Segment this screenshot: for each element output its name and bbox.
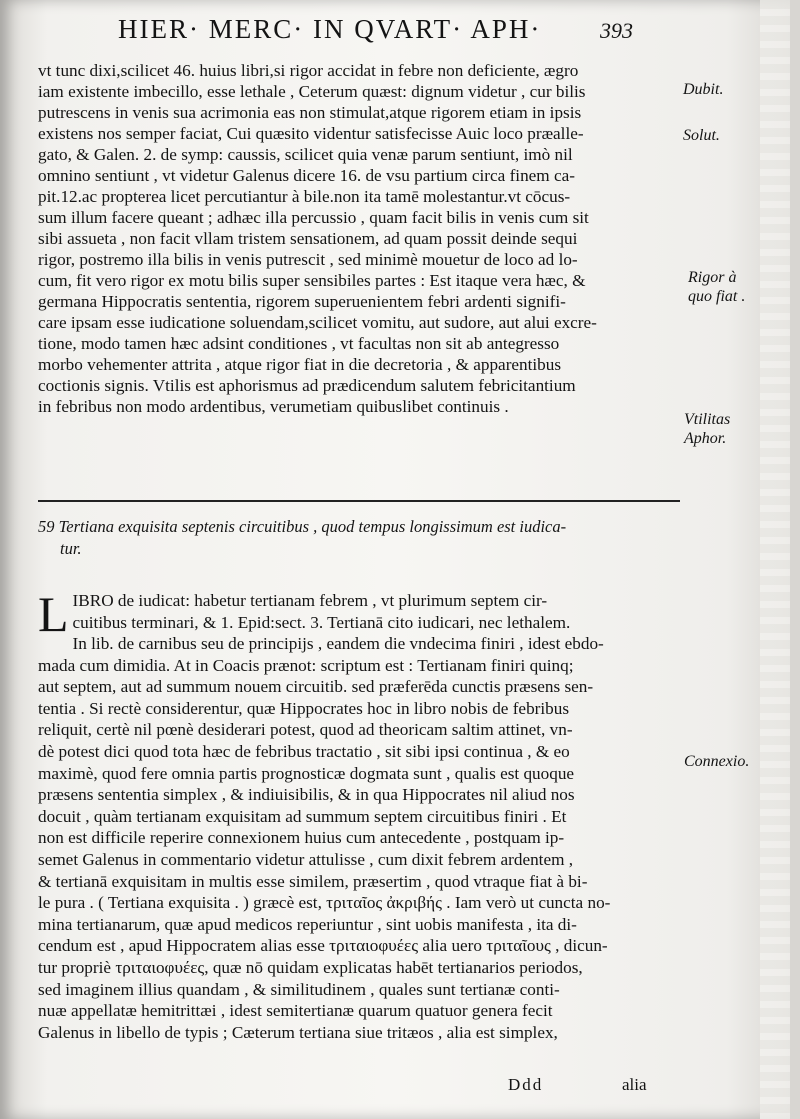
aphorism-line: tur. <box>60 539 82 558</box>
text-line: care ipsam esse iudicatione soluendam,scilicet vomitu, aut sudore, aut alui excre- <box>38 313 597 332</box>
text-line: aut septem, aut ad summum nouem circuitib. sed præferēda cunctis præsens sen- <box>38 677 594 697</box>
running-head: HIER· MERC· IN QVART· APH· <box>118 14 542 44</box>
text-line: germana Hippocratis sententia, rigorem superuenientem febri ardenti signifi- <box>38 292 566 311</box>
text-line: rigor, postremo illa bilis in venis putrescit , sed minimè mouetur de loco ad lo- <box>38 250 578 269</box>
margin-note-dubit: Dubit. <box>683 81 724 98</box>
margin-note-connexio: Connexio. <box>684 753 750 770</box>
text-line <box>38 1043 678 1065</box>
text-line: mada cum dimidia. At in Coacis prænot: scriptum est : Tertianam finiri quinq; <box>38 655 574 675</box>
text-line: vt tunc dixi,scilicet 46. huius libri,si rigor accidat in febre non deficiente, ægro <box>38 61 579 80</box>
section-divider <box>38 500 680 502</box>
text-line: & tertianā exquisitam in multis esse similem, præsertim , quod vtraque fiat à bi- <box>38 871 588 891</box>
text-line: tur propriè τριταιοφυέες, quæ nō quidam explicatas habēt tertianarios periodos, <box>38 957 583 977</box>
text-line: In lib. de carnibus seu de principijs , eandem die vndecima finiri , idest ebdo- <box>72 634 604 653</box>
text-line: præsens sententia simplex , & indiuisibilis, & in qua Hippocrates nil aliud nos <box>38 785 575 805</box>
text-line: pit.12.ac propterea licet percutiantur à bile.non ita tamē molestantur.vt cōcus- <box>38 187 571 206</box>
text-line: Galenus in libello de typis ; Cæterum tertiana siue tritæos , alia est simplex, <box>38 1022 558 1042</box>
text-line: le pura . ( Tertiana exquisita . ) græcè est, τριταῖος ἀκριβής . Iam verò ut cuncta no- <box>38 893 611 913</box>
text-line: gato, & Galen. 2. de symp: caussis, scilicet quia venæ parum sentiunt, imò nil <box>38 145 573 164</box>
opening-lines <box>38 586 678 642</box>
text-line: omnino sentiunt , vt videtur Galenus dicere 16. de vsu partium circa finem ca- <box>38 166 575 185</box>
margin-note-solut: Solut. <box>683 127 720 144</box>
text-line: cuitibus terminari, & 1. Epid:sect. 3. Tertianā cito iudicari, nec lethalem. <box>72 613 571 632</box>
text-line: existens nos semper faciat, Cui quæsito videntur satisfecisse Auic loco præalle- <box>38 124 584 143</box>
text-line: putrescens in venis sua acrimonia eas non stimulat,atque rigorem etiam in ipsis <box>38 103 582 122</box>
margin-note-line: Aphor. <box>684 430 727 447</box>
text-line: mina tertianarum, quæ apud medicos reperiuntur , sint uobis manifesta , ita di- <box>38 914 577 934</box>
text-line: dè potest dici quod tota hæc de febribus tractatio , sit sibi ipsi continua , & eo <box>38 741 570 761</box>
aphorism-heading <box>38 516 678 560</box>
text-line: tentia . Si rectè considerentur, quæ Hippocrates hoc in libro nobis de febribus <box>38 698 570 718</box>
text-line: sed imaginem illius quandam , & similitudinem , quales sunt tertianæ conti- <box>38 979 560 999</box>
commentary-paragraph-1 <box>38 60 678 417</box>
text-line: tione, modo tamen hæc adsint conditiones , vt facultas non sit ab antegresso <box>38 334 560 353</box>
commentary-paragraph-2 <box>38 586 678 1065</box>
text-line: docuit , quàm tertianam exquisitam ad summum septem circuitibus finiri . Et <box>38 806 567 826</box>
text-line: reliquit, certè nil pœnè desiderari potest, quod ad theoricam saltim attinet, vn- <box>38 720 573 740</box>
text-line: non est difficile reperire connexionem huius cum antecedente , postquam ip- <box>38 828 565 848</box>
page-edge <box>760 0 790 1119</box>
margin-note-line: quo fiat . <box>688 288 746 305</box>
text-line: cum, fit vero rigor ex motu bilis super sensibiles partes : Est itaque vera hæc, & <box>38 271 586 290</box>
margin-note-line: Rigor à <box>688 269 737 286</box>
signature-mark: Ddd <box>508 1075 544 1094</box>
text-line: maximè, quod fere omnia partis prognosticæ dogmata sunt , qualis est quoque <box>38 763 575 783</box>
drop-cap: L <box>38 586 69 642</box>
text-line: cendum est , apud Hippocratem alias esse τριταιοφυέες alia uero τριταῖους , dicun- <box>38 936 608 956</box>
margin-note-line: Vtilitas <box>684 411 731 428</box>
aphorism-line: 59 Tertiana exquisita septenis circuitibus , quod tempus longissimum est iudica- <box>38 517 567 536</box>
catchword: alia <box>622 1075 647 1094</box>
margin-note-rigor <box>688 268 745 306</box>
text-line: sum illum facere queant ; adhæc illa percussio , quam facit bilis in venis cum sit <box>38 208 589 227</box>
text-line: IBRO de iudicat: habetur tertianam febrem , vt plurimum septem cir- <box>72 591 548 610</box>
text-line: in febribus non modo ardentibus, verumetiam quibuslibet continuis . <box>38 397 509 416</box>
page-number: 393 <box>600 18 633 43</box>
text-line: sibi assueta , non facit vllam tristem sensationem, ad quam possit deinde sequi <box>38 229 578 248</box>
text-line: morbo vehementer attrita , atque rigor fiat in die decretoria , & apparentibus <box>38 355 562 374</box>
text-line: iam existente imbecillo, esse lethale , Ceterum quæst: dignum videtur , cur bilis <box>38 82 586 101</box>
text-line: nuæ appellatæ hemitrittæi , idest semitertianæ quarum quatuor genera fecit <box>38 1001 553 1021</box>
text-line: semet Galenus in commentario videtur attulisse , cum dixit febrem ardentem , <box>38 849 574 869</box>
text-line: coctionis signis. Vtilis est aphorismus ad prædicendum salutem febricitantium <box>38 376 576 395</box>
margin-note-utilitas <box>684 410 730 448</box>
